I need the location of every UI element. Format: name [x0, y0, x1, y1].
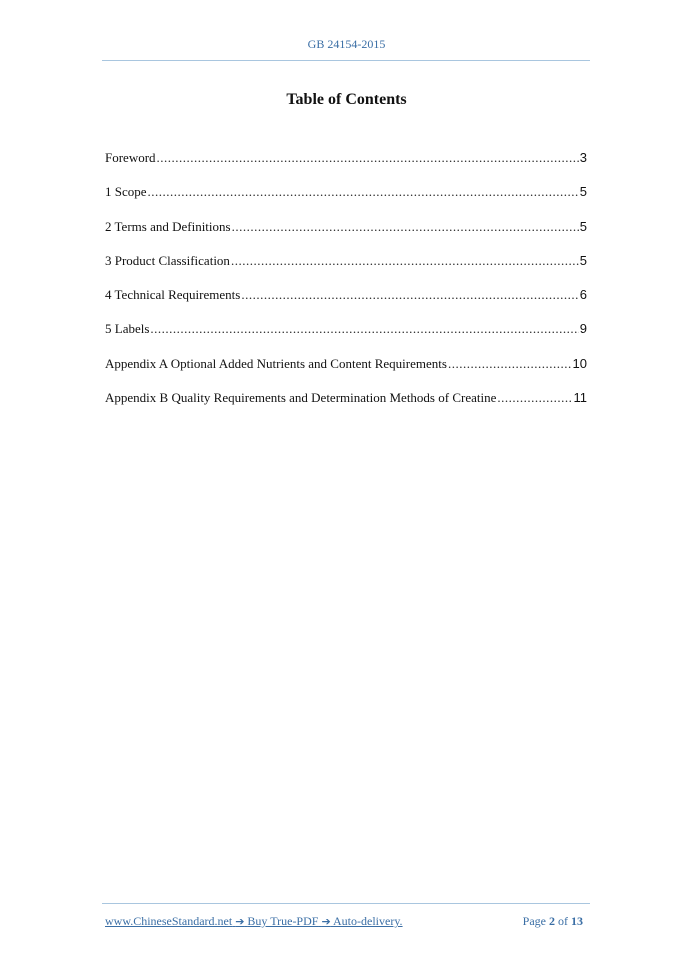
toc-entry-page: 5 [579, 218, 587, 234]
toc-entry-terms-and-definitions[interactable] [105, 219, 587, 253]
toc-entry-label: Appendix B Quality Requirements and Determination Methods of Creatine [105, 390, 497, 406]
toc-entry-page: 3 [579, 150, 587, 165]
toc-entry-scope[interactable] [105, 184, 587, 218]
toc-entry-foreword[interactable] [105, 150, 587, 184]
auto-delivery-link[interactable]: Auto-delivery. [333, 914, 403, 928]
site-link[interactable]: www.ChineseStandard.net [105, 914, 233, 928]
toc-entry-page: 5 [579, 252, 587, 268]
running-header [0, 37, 693, 52]
toc-title: Table of Contents [286, 91, 407, 108]
toc-dot-leader [150, 321, 578, 337]
page-word: Page [522, 914, 546, 928]
toc-entry-technical-requirements[interactable] [105, 287, 587, 321]
toc-entry-appendix-b[interactable] [105, 390, 587, 424]
standard-code: GB 24154-2015 [307, 37, 386, 51]
page-indicator [523, 914, 583, 929]
toc-entry-page: 9 [579, 321, 587, 337]
toc-entry-label: 4 Technical Requirements [105, 287, 241, 303]
arrow-right-icon: ➔ [321, 915, 331, 928]
footer-divider [102, 903, 590, 904]
toc-entry-label: Foreword [105, 150, 156, 165]
toc-dot-leader [231, 253, 579, 269]
buy-pdf-link[interactable]: Buy True-PDF [247, 914, 319, 928]
toc-entry-label: 3 Product Classification [105, 252, 230, 268]
header-divider [102, 60, 590, 61]
footer-links [105, 914, 403, 929]
toc-dot-leader [232, 219, 579, 235]
arrow-right-icon: ➔ [235, 915, 245, 928]
total-page-count: 13 [571, 914, 583, 928]
toc-dot-leader [241, 287, 578, 303]
toc-entry-label: 1 Scope [105, 184, 147, 200]
toc-entry-page: 10 [572, 355, 587, 371]
toc-entry-appendix-a[interactable] [105, 356, 587, 390]
toc-dot-leader [448, 356, 572, 372]
toc-dot-leader [157, 150, 579, 166]
toc-dot-leader [497, 390, 572, 406]
toc-list [105, 150, 587, 424]
toc-entry-label: 5 Labels [105, 321, 150, 337]
current-page-number: 2 [549, 914, 555, 928]
toc-entry-label: 2 Terms and Definitions [105, 218, 231, 234]
toc-dot-leader [148, 184, 579, 200]
toc-entry-page: 11 [573, 390, 587, 406]
toc-entry-labels[interactable] [105, 321, 587, 355]
toc-entry-label: Appendix A Optional Added Nutrients and Content Requirements [105, 355, 447, 371]
toc-entry-page: 5 [579, 184, 587, 200]
toc-entry-product-classification[interactable] [105, 253, 587, 287]
page-of-word: of [558, 914, 568, 928]
toc-entry-page: 6 [579, 287, 587, 303]
